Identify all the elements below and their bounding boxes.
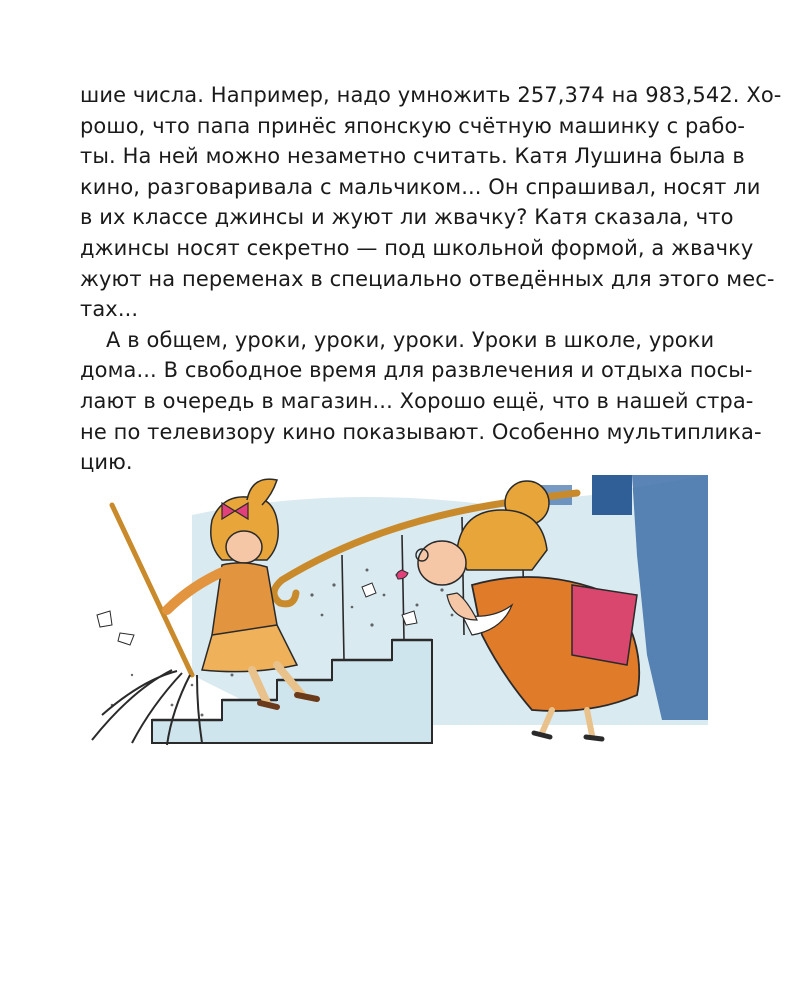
book-icon bbox=[572, 585, 637, 665]
paragraph-2 bbox=[80, 325, 762, 478]
text-line: жуют на переменах в специально отведённых для этого мес- bbox=[80, 266, 775, 291]
girl-face bbox=[226, 531, 262, 563]
wall-panel bbox=[592, 475, 632, 515]
text-line: рошо, что папа принёс японскую счётную машинку с рабо- bbox=[80, 113, 746, 138]
teacher-face bbox=[418, 541, 466, 585]
text-line: шие числа. Например, надо умножить 257,374 на 983,542. Хо- bbox=[80, 83, 782, 107]
broom-handle bbox=[112, 505, 192, 675]
text-line: А в общем, уроки, уроки, уроки. Уроки в школе, уроки bbox=[106, 327, 715, 352]
text-line: кино, разговаривала с мальчиком... Он спрашивал, носят ли bbox=[80, 174, 761, 199]
text-line: джинсы носят секретно — под школьной формой, а жвачку bbox=[80, 235, 754, 260]
text-line: тах... bbox=[80, 297, 139, 322]
illustration bbox=[72, 475, 708, 750]
girl-ponytail bbox=[247, 479, 277, 505]
text-line: цию. bbox=[80, 450, 133, 475]
paragraph-1 bbox=[80, 80, 782, 325]
illustration-drawing bbox=[72, 475, 708, 750]
text-line: лают в очередь в магазин... Хорошо ещё, что в нашей стра- bbox=[80, 388, 754, 413]
text-line: ты. На ней можно незаметно считать. Катя Лушина была в bbox=[80, 144, 745, 169]
body-text bbox=[80, 80, 782, 478]
text-line: в их классе джинсы и жуют ли жвачку? Катя сказала, что bbox=[80, 205, 734, 230]
text-line: дома... В свободное время для развлечения и отдыха посы- bbox=[80, 358, 753, 383]
text-line: не по телевизору кино показывают. Особенно мультиплика- bbox=[80, 419, 762, 444]
